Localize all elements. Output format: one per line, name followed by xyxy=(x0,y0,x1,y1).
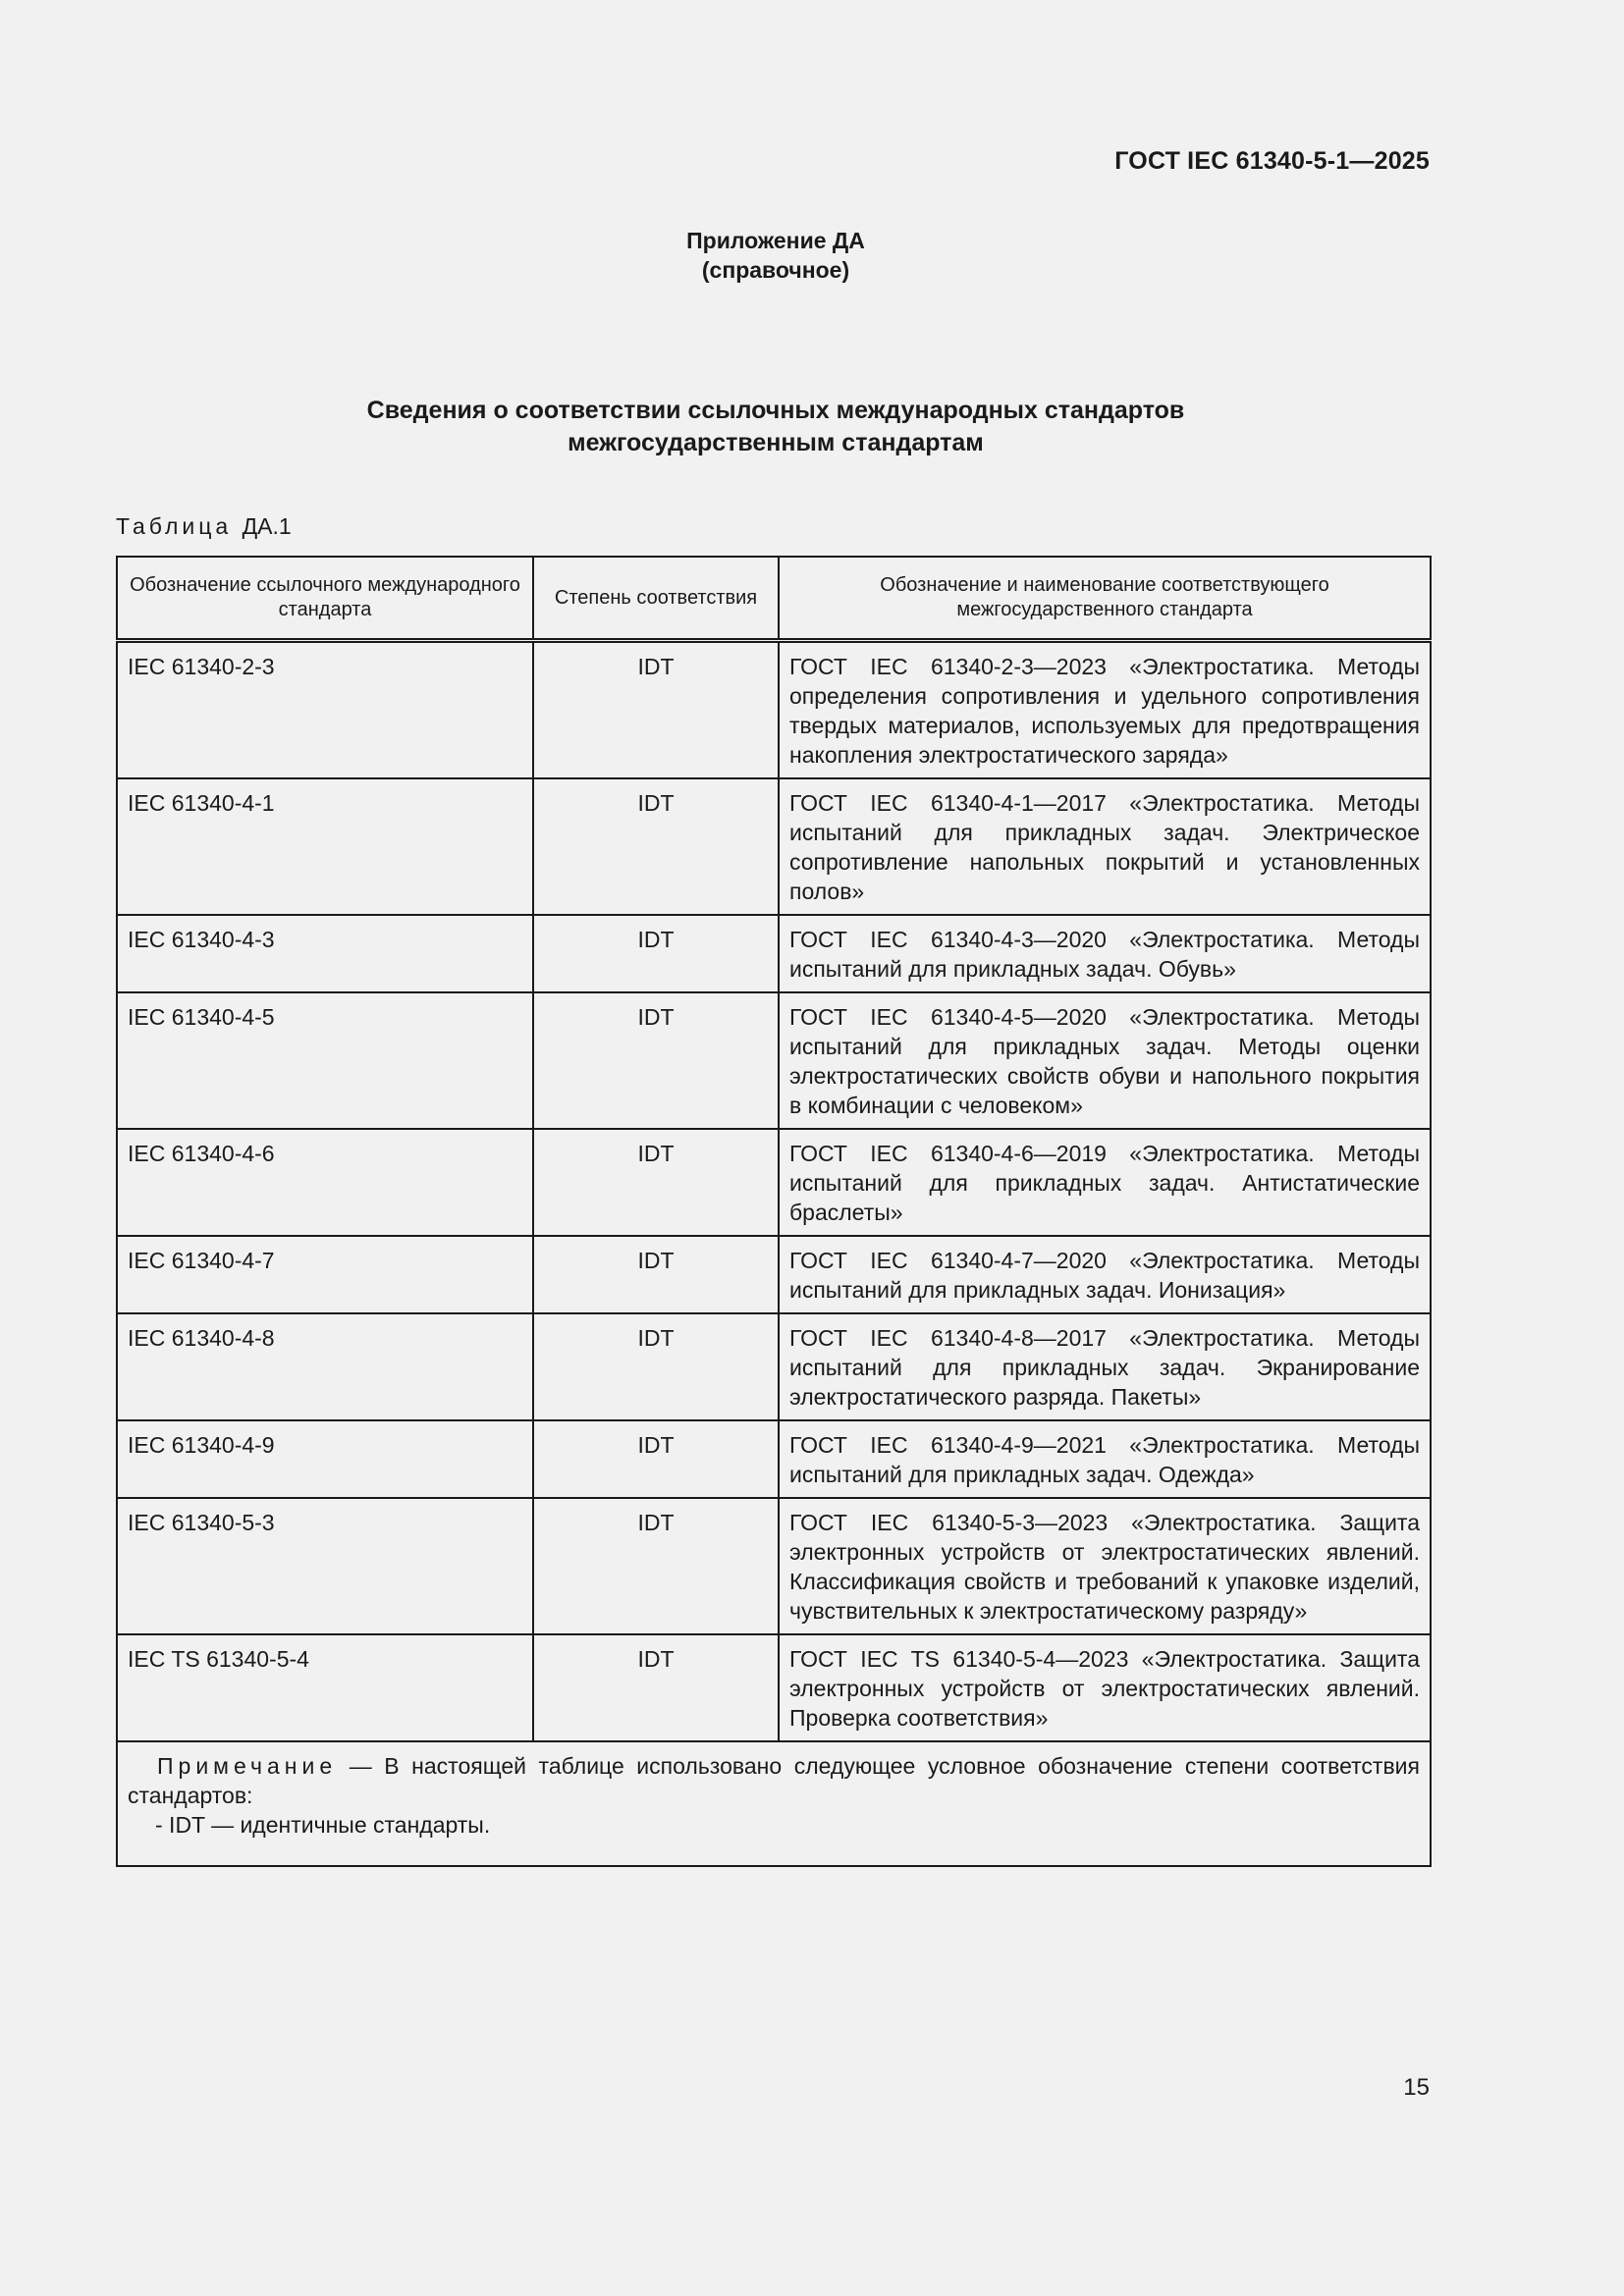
section-title xyxy=(0,395,1551,459)
cell-reference: IEC 61340-4-3 xyxy=(117,915,533,992)
header-degree: Степень соответствия xyxy=(533,557,779,641)
table-note xyxy=(117,1741,1431,1866)
cell-reference: IEC 61340-4-7 xyxy=(117,1236,533,1313)
cell-reference: IEC 61340-4-5 xyxy=(117,992,533,1129)
cell-gost: ГОСТ IEC 61340-2-3—2023 «Электростатика. Методы определения сопротивления и удельного сопротивления твердых материалов, используемых для предотвращения накопления электростатического заряда» xyxy=(779,641,1431,779)
table-note-row xyxy=(117,1741,1431,1866)
cell-degree: IDT xyxy=(533,641,779,779)
cell-degree: IDT xyxy=(533,1420,779,1498)
table-row xyxy=(117,641,1431,779)
cell-reference: IEC 61340-4-6 xyxy=(117,1129,533,1236)
note-label: Примечание xyxy=(157,1753,338,1779)
table-caption-number: ДА.1 xyxy=(242,513,292,539)
cell-degree: IDT xyxy=(533,1236,779,1313)
note-paragraph xyxy=(128,1751,1420,1810)
table-caption xyxy=(116,513,292,540)
cell-degree: IDT xyxy=(533,992,779,1129)
cell-degree: IDT xyxy=(533,1634,779,1741)
cell-gost: ГОСТ IEC 61340-4-3—2020 «Электростатика. Методы испытаний для прикладных задач. Обувь» xyxy=(779,915,1431,992)
appendix-subtitle: (справочное) xyxy=(701,257,850,283)
cell-degree: IDT xyxy=(533,1129,779,1236)
cell-reference: IEC 61340-5-3 xyxy=(117,1498,533,1634)
document-code: ГОСТ IEC 61340-5-1—2025 xyxy=(1114,147,1430,175)
cell-reference: IEC 61340-2-3 xyxy=(117,641,533,779)
table-row xyxy=(117,1420,1431,1498)
table-row xyxy=(117,1313,1431,1420)
table-row xyxy=(117,1498,1431,1634)
table-row xyxy=(117,1236,1431,1313)
cell-reference: IEC 61340-4-9 xyxy=(117,1420,533,1498)
note-list-item: - IDT — идентичные стандарты. xyxy=(155,1812,491,1838)
note-text: — В настоящей таблице использовано следующее условное обозначение степени соответствия стандартов: xyxy=(128,1753,1420,1808)
cell-gost: ГОСТ IEC TS 61340-5-4—2023 «Электростатика. Защита электронных устройств от электростатических явлений. Проверка соответствия» xyxy=(779,1634,1431,1741)
cell-gost: ГОСТ IEC 61340-4-9—2021 «Электростатика. Методы испытаний для прикладных задач. Одежда» xyxy=(779,1420,1431,1498)
cell-gost: ГОСТ IEC 61340-4-8—2017 «Электростатика. Методы испытаний для прикладных задач. Экранирование электростатического разряда. Пакеты» xyxy=(779,1313,1431,1420)
table-caption-label: Таблица xyxy=(116,513,233,539)
table-row xyxy=(117,992,1431,1129)
cell-reference: IEC 61340-4-8 xyxy=(117,1313,533,1420)
cell-degree: IDT xyxy=(533,1313,779,1420)
cell-gost: ГОСТ IEC 61340-5-3—2023 «Электростатика. Защита электронных устройств от электростатических явлений. Классификация свойств и требований к упаковке изделий, чувствительных к электростатическому разряду» xyxy=(779,1498,1431,1634)
appendix-heading xyxy=(0,226,1551,285)
table-row xyxy=(117,1634,1431,1741)
cell-gost: ГОСТ IEC 61340-4-5—2020 «Электростатика. Методы испытаний для прикладных задач. Методы оценки электростатических свойств обуви и напольного покрытия в комбинации с человеком» xyxy=(779,992,1431,1129)
section-title-line-1: Сведения о соответствии ссылочных международных стандартов xyxy=(366,397,1185,424)
header-reference-standard: Обозначение ссылочного международного стандарта xyxy=(117,557,533,641)
cell-gost: ГОСТ IEC 61340-4-7—2020 «Электростатика. Методы испытаний для прикладных задач. Ионизация» xyxy=(779,1236,1431,1313)
section-title-line-2: межгосударственным стандартам xyxy=(568,429,984,456)
cell-gost: ГОСТ IEC 61340-4-1—2017 «Электростатика. Методы испытаний для прикладных задач. Электрическое сопротивление напольных покрытий и установленных полов» xyxy=(779,778,1431,915)
header-interstate-standard: Обозначение и наименование соответствующего межгосударственного стандарта xyxy=(779,557,1431,641)
cell-gost: ГОСТ IEC 61340-4-6—2019 «Электростатика. Методы испытаний для прикладных задач. Антистатические браслеты» xyxy=(779,1129,1431,1236)
table-row xyxy=(117,778,1431,915)
correspondence-table xyxy=(116,556,1432,1867)
cell-degree: IDT xyxy=(533,915,779,992)
cell-reference: IEC TS 61340-5-4 xyxy=(117,1634,533,1741)
table-row xyxy=(117,1129,1431,1236)
page-number: 15 xyxy=(1403,2074,1430,2101)
table-row xyxy=(117,915,1431,992)
appendix-title: Приложение ДА xyxy=(686,228,865,253)
cell-degree: IDT xyxy=(533,1498,779,1634)
cell-degree: IDT xyxy=(533,778,779,915)
cell-reference: IEC 61340-4-1 xyxy=(117,778,533,915)
table-header-row xyxy=(117,557,1431,641)
